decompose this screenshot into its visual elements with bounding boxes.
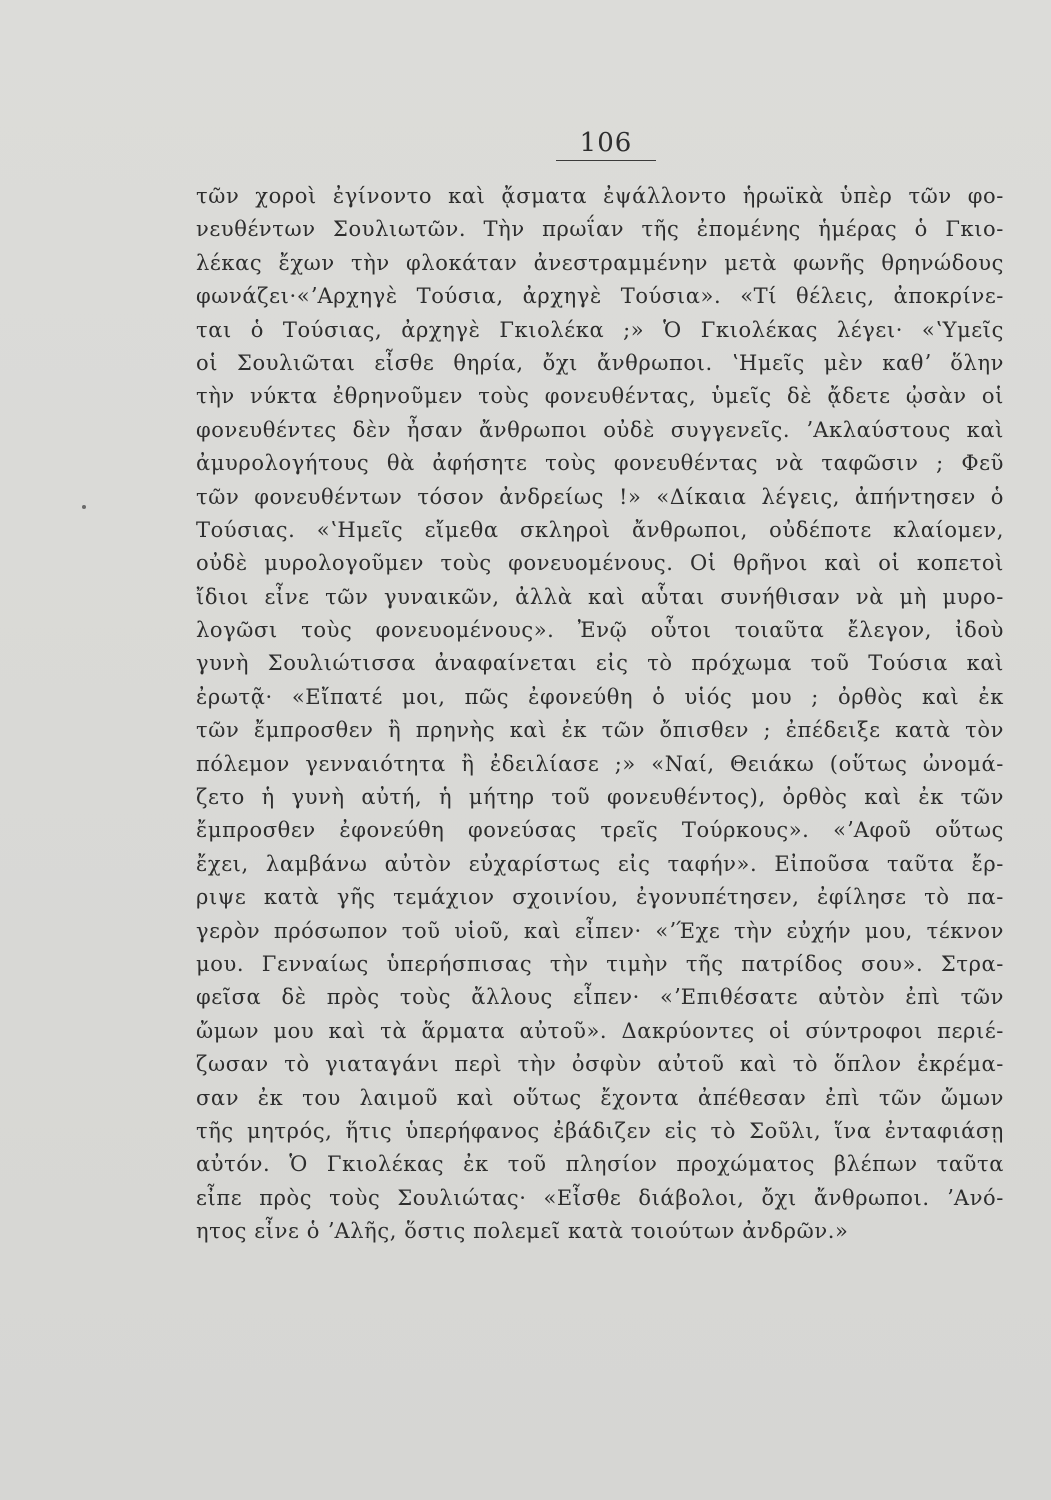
text-line: ριψε κατὰ γῆς τεμάχιον σχοινίου, ἐγονυπέτησεν, ἐφίλησε τὸ πα-: [196, 885, 1004, 910]
text-line: γυνὴ Σουλιώτισσα ἀναφαίνεται εἰς τὸ πρόχωμα τοῦ Τούσια καὶ: [196, 651, 1004, 676]
text-line: τῶν χοροὶ ἐγίνοντο καὶ ᾄσματα ἐψάλλοντο ἡρωϊκὰ ὑπὲρ τῶν φο-: [196, 184, 1004, 208]
text-line: οἱ Σουλιῶται εἶσθε θηρία, ὄχι ἄνθρωποι. ʽΗμεῖς μὲν καθʼ ὅλην: [196, 350, 1004, 375]
text-line: τῶν φονευθέντων τόσον ἀνδρείως !» «Δίκαια λέγεις, ἀπήντησεν ὁ: [196, 484, 1004, 509]
margin-speck: [82, 505, 86, 509]
text-line: οὐδὲ μυρολογοῦμεν τοὺς φονευομένους. Οἱ θρῆνοι καὶ οἱ κοπετοὶ: [196, 551, 1004, 576]
text-line: σαν ἐκ του λαιμοῦ καὶ οὕτως ἔχοντα ἀπέθεσαν ἐπὶ τῶν ὤμων: [196, 1085, 1004, 1110]
text-line: φωνάζει·«ʼΑρχηγὲ Τούσια, ἀρχηγὲ Τούσια». «Τί θέλεις, ἀποκρίνε-: [196, 284, 1004, 309]
page-number-rule: [556, 160, 656, 161]
text-line: λογῶσι τοὺς φονευομένους». Ἐνῷ οὗτοι τοιαῦτα ἔλεγον, ἰδοὺ: [196, 618, 1004, 643]
text-line: ζωσαν τὸ γιαταγάνι περὶ τὴν ὀσφὺν αὐτοῦ καὶ τὸ ὅπλον ἐκρέμα-: [196, 1052, 1004, 1077]
text-line: φεῖσα δὲ πρὸς τοὺς ἄλλους εἶπεν· «ʼΕπιθέσατε αὐτὸν ἐπὶ τῶν: [196, 985, 1004, 1010]
body-text: [196, 180, 1004, 1249]
text-line: ζετο ἡ γυνὴ αὐτή, ἡ μήτηρ τοῦ φονευθέντος), ὀρθὸς καὶ ἐκ τῶν: [196, 785, 1004, 810]
text-line: αὐτόν. Ὁ Γκιολέκας ἐκ τοῦ πλησίον προχώματος βλέπων ταῦτα: [196, 1152, 1004, 1177]
text-line: ἔμπροσθεν ἐφονεύθη φονεύσας τρεῖς Τούρκους». «ʼΑφοῦ οὕτως: [196, 818, 1004, 843]
text-line: νευθέντων Σουλιωτῶν. Τὴν πρωΐαν τῆς ἐπομένης ἡμέρας ὁ Γκιο-: [196, 217, 1004, 242]
page-number: 106: [579, 128, 633, 158]
text-line: τῶν ἔμπροσθεν ἢ πρηνὴς καὶ ἐκ τῶν ὄπισθεν ; ἐπέδειξε κατὰ τὸν: [196, 718, 1004, 743]
text-line: μου. Γενναίως ὑπερήσπισας τὴν τιμὴν τῆς πατρίδος σου». Στρα-: [196, 951, 1004, 976]
text-line: ἔχει, λαμβάνω αὐτὸν εὐχαρίστως εἰς ταφήν». Εἰποῦσα ταῦτα ἔρ-: [196, 851, 1004, 876]
text-line: ἀμυρολογήτους θὰ ἀφήσητε τοὺς φονευθέντας νὰ ταφῶσιν ; Φεῦ: [196, 451, 1004, 476]
text-line: Τούσιας. «ʽΗμεῖς εἴμεθα σκληροὶ ἄνθρωποι, οὐδέποτε κλαίομεν,: [196, 517, 1004, 542]
text-line: ται ὁ Τούσιας, ἀρχηγὲ Γκιολέκα ;» Ὁ Γκιολέκας λέγει· «ʽΥμεῖς: [196, 317, 1004, 342]
text-line: πόλεμον γενναιότητα ἢ ἐδειλίασε ;» «Ναί, Θειάκω (οὕτως ὠνομά-: [196, 751, 1004, 776]
text-line: γερὸν πρόσωπον τοῦ υἱοῦ, καὶ εἶπεν· «ʼΈχε τὴν εὐχήν μου, τέκνον: [196, 918, 1004, 943]
text-line: λέκας ἔχων τὴν φλοκάταν ἀνεστραμμένην μετὰ φωνῆς θρηνώδους: [196, 250, 1004, 275]
text-line: ὤμων μου καὶ τὰ ἅρματα αὐτοῦ». Δακρύοντες οἱ σύντροφοι περιέ-: [196, 1018, 1004, 1043]
text-line: τὴν νύκτα ἐθρηνοῦμεν τοὺς φονευθέντας, ὑμεῖς δὲ ᾄδετε ᾠσὰν οἱ: [196, 384, 1004, 409]
text-line: ητος εἶνε ὁ ʼΑλῆς, ὅστις πολεμεῖ κατὰ τοιούτων ἀνδρῶν.»: [196, 1219, 849, 1244]
text-line: ἐρωτᾷ· «Εἴπατέ μοι, πῶς ἐφονεύθη ὁ υἱός μου ; ὀρθὸς καὶ ἐκ: [196, 684, 1004, 709]
text-line: τῆς μητρός, ἥτις ὑπερήφανος ἐβάδιζεν εἰς τὸ Σοῦλι, ἵνα ἐνταφιάσῃ: [196, 1118, 1004, 1143]
text-line: φονευθέντες δὲν ἦσαν ἄνθρωποι οὐδὲ συγγενεῖς. ʼΑκλαύστους καὶ: [196, 417, 1004, 442]
text-line: εἶπε πρὸς τοὺς Σουλιώτας· «Εἶσθε διάβολοι, ὄχι ἄνθρωποι. ʼΑνό-: [196, 1185, 1004, 1210]
text-line: ἴδιοι εἶνε τῶν γυναικῶν, ἀλλὰ καὶ αὗται συνήθισαν νὰ μὴ μυρο-: [196, 584, 1004, 609]
